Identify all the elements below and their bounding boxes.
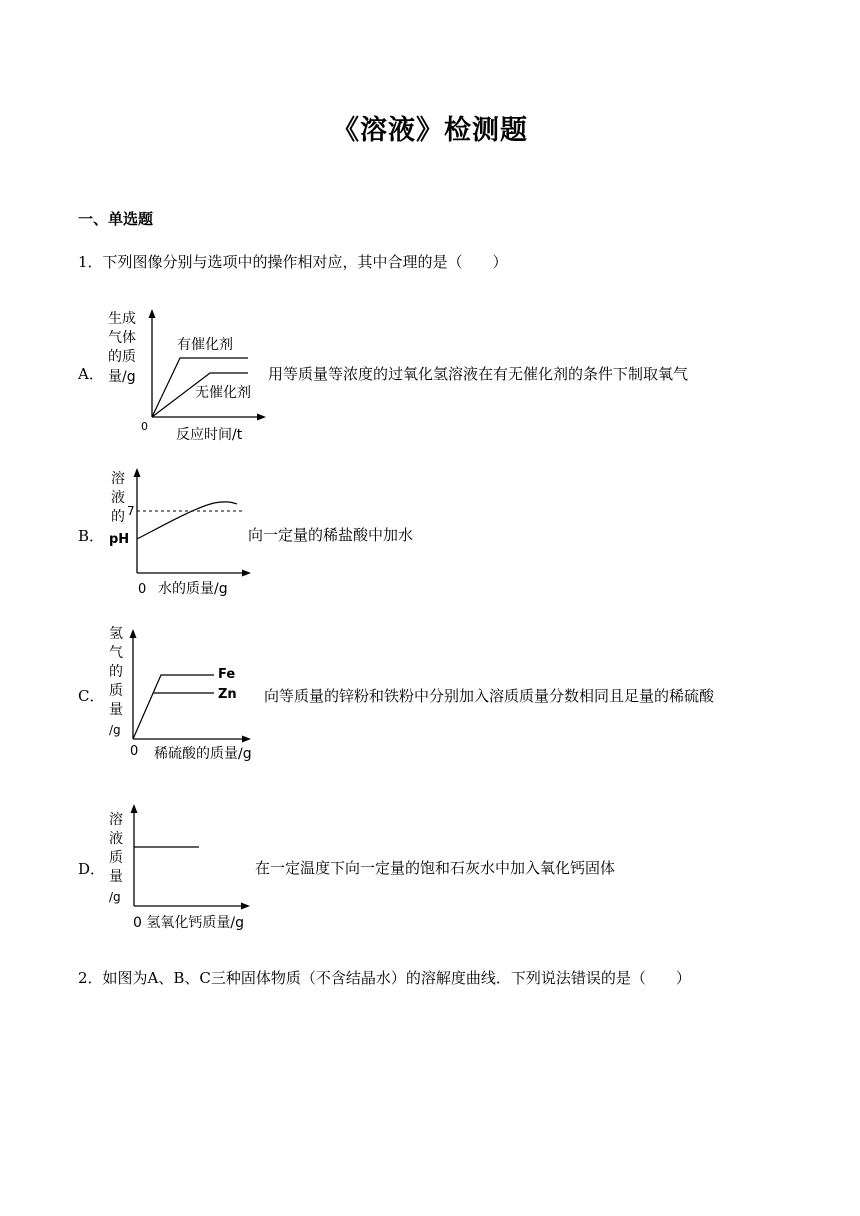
option-a-label-catalyst: 有催化剂 (177, 337, 233, 353)
option-c-graph (104, 622, 264, 767)
page-title: 《溶液》检测题 (332, 115, 528, 146)
option-c-ylabel-1: 氢 (109, 626, 123, 642)
option-a-x-arrow (257, 414, 266, 421)
option-b-ylabel-2: 液 (111, 490, 125, 506)
option-c-label-zn: Zn (218, 687, 237, 702)
option-d-text: 在一定温度下向一定量的饱和石灰水中加入氧化钙固体 (255, 859, 616, 877)
option-c-origin: 0 (130, 744, 139, 759)
option-d-ylabel-4: 量 (109, 869, 123, 885)
option-b-y-arrow (134, 468, 141, 477)
option-c-label-fe: Fe (218, 667, 236, 682)
option-c-ylabel-5: 量 (109, 702, 123, 718)
option-a-ylabel-1: 生成 (108, 311, 136, 327)
option-a-ylabel-2: 气体 (108, 330, 136, 346)
option-c-ylabel-6: /g (109, 723, 121, 737)
option-a-text: 用等质量等浓度的过氧化氢溶液在有无催化剂的条件下制取氧气 (268, 365, 689, 383)
option-d-ylabel-2: 液 (109, 831, 123, 847)
option-b-xlabel: 水的质量/g (158, 581, 228, 597)
option-c-y-arrow (130, 629, 137, 638)
option-d-graph (104, 800, 264, 935)
option-b-x-arrow (242, 570, 251, 577)
option-a-graph (100, 305, 265, 445)
option-c-xlabel: 稀硫酸的质量/g (154, 746, 252, 762)
option-b-curve (137, 502, 237, 539)
option-c-ylabel-4: 质 (109, 683, 123, 699)
option-b-origin: 0 (138, 582, 147, 597)
option-c-ylabel-2: 气 (109, 645, 123, 661)
option-a-origin: 0 (141, 420, 148, 433)
option-b-text: 向一定量的稀盐酸中加水 (248, 526, 414, 544)
option-c-x-arrow (242, 736, 251, 743)
option-d-xlabel: 0 氢氧化钙质量/g (133, 915, 244, 931)
option-d-ylabel-1: 溶 (109, 812, 123, 828)
option-c-letter: C． (78, 687, 105, 705)
option-a-letter: A． (78, 365, 104, 383)
option-d-letter: D． (78, 860, 106, 878)
option-a-ylabel-4: 量/g (108, 369, 136, 385)
option-a-xlabel: 反应时间/t (176, 427, 243, 443)
option-d-ylabel-5: /g (109, 890, 121, 904)
question-2-stem: 2．如图为A、B、C三种固体物质（不含结晶水）的溶解度曲线．下列说法错误的是（ ） (78, 969, 691, 987)
option-d-y-arrow (131, 804, 138, 813)
option-c-curve-fe (133, 675, 214, 739)
option-c-text: 向等质量的锌粉和铁粉中分别加入溶质质量分数相同且足量的稀硫酸 (264, 687, 715, 705)
option-a-y-arrow (149, 309, 156, 318)
option-a-label-no-catalyst: 无催化剂 (195, 385, 251, 401)
option-d-ylabel-3: 质 (109, 850, 123, 866)
option-d-x-arrow (241, 903, 250, 910)
section-heading: 一、单选题 (78, 210, 154, 228)
option-b-y-value-7: 7 (127, 504, 135, 518)
option-b-graph (104, 463, 264, 603)
option-b-ylabel-1: 溶 (111, 471, 125, 487)
option-a-ylabel-3: 的质 (108, 349, 136, 365)
question-1-stem: 1．下列图像分别与选项中的操作相对应，其中合理的是（ ） (78, 253, 508, 271)
option-b-ylabel-3: 的 (111, 509, 125, 525)
option-c-ylabel-3: 的 (109, 664, 123, 680)
option-b-ylabel-4: pH (109, 532, 130, 547)
option-b-letter: B． (78, 527, 105, 545)
